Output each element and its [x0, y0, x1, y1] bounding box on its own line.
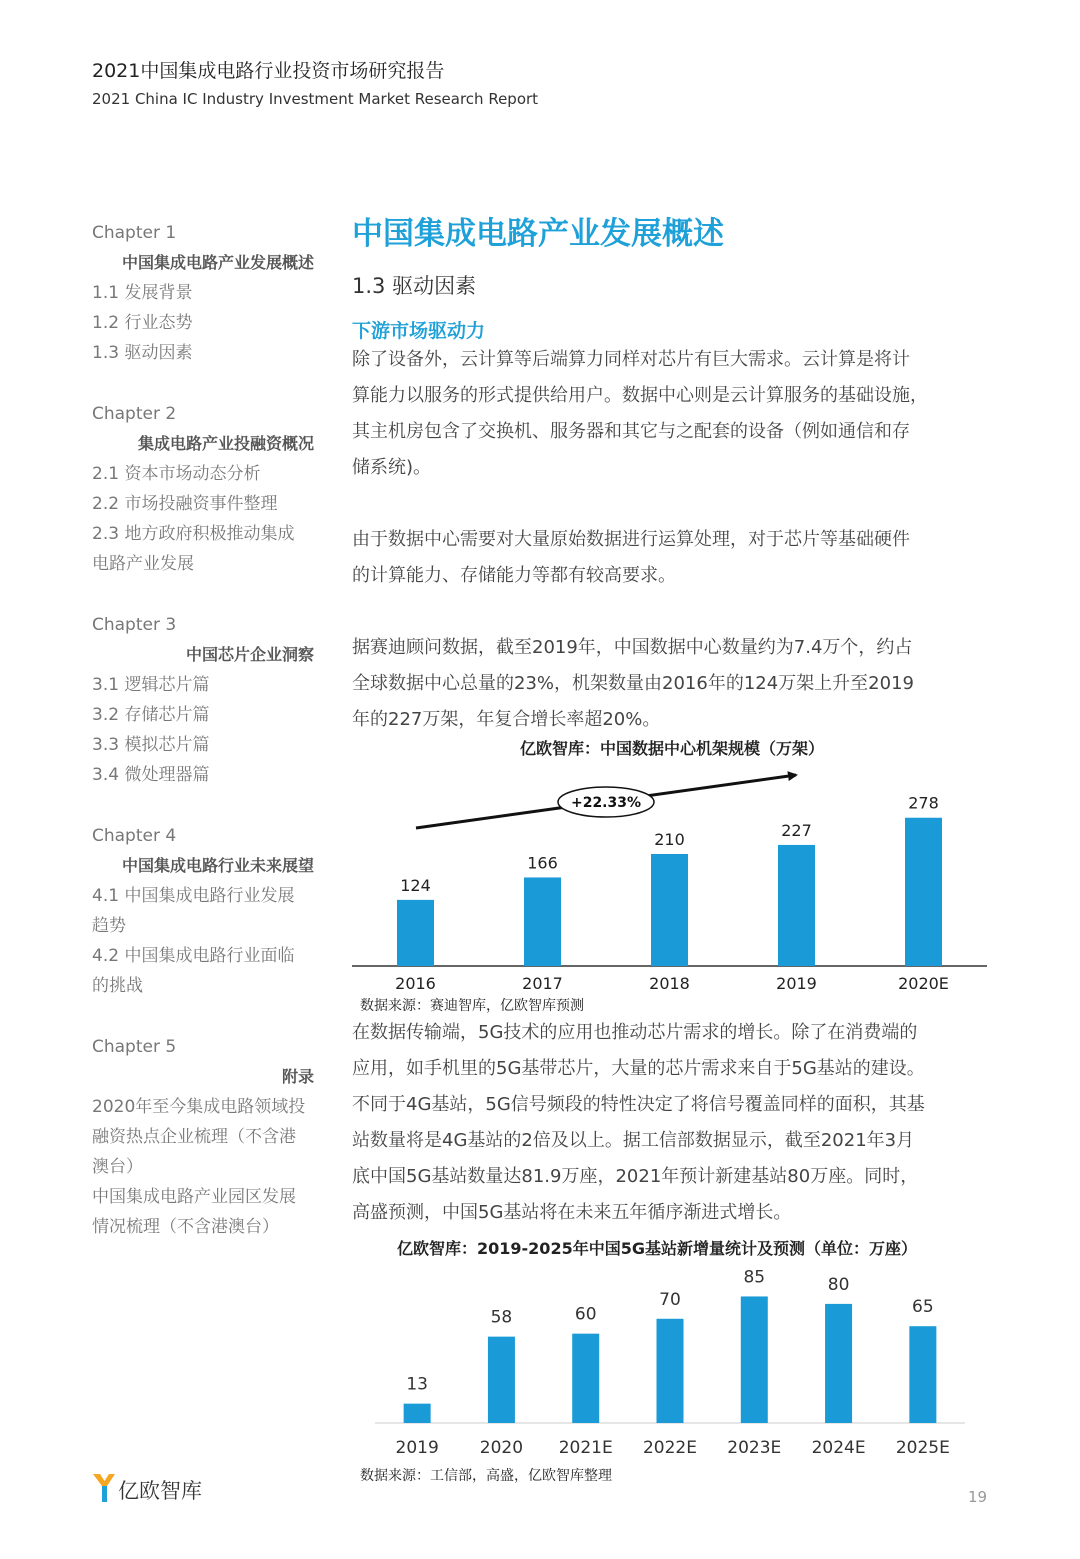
- toc-item[interactable]: 电路产业发展: [92, 554, 194, 574]
- report-title-en: 2021 China IC Industry Investment Market Research Report: [92, 90, 539, 108]
- toc-item[interactable]: 4.2 中国集成电路行业面临: [92, 946, 295, 966]
- value-label: 85: [743, 1267, 766, 1288]
- toc-item[interactable]: 3.1 逻辑芯片篇: [92, 675, 210, 695]
- value-label: 124: [400, 875, 431, 895]
- bar-2021E: [572, 1334, 599, 1423]
- chart1-title: 亿欧智库：中国数据中心机架规模（万架）: [519, 739, 824, 758]
- paragraph-5g: 在数据传输端，5G技术的应用也推动芯片需求的增长。除了在消费端的 应用，如手机里的5G基带芯片，大量的芯片需求来自于5G基站的建设。 不同于4G基站，5G信号频段的特性决定了将信号覆盖同样的面积，其基 站数量将是4G基站的2倍及以上。据工信部数据显示，截至2021年3月 底中国5G基站数量达81.9万座，2021年预计新建基站80万座。同时， 高盛预测，中国5G基站将在未来五年循序渐进式增长。: [352, 1022, 925, 1223]
- toc-item[interactable]: 情况梳理（不含港澳台）: [92, 1217, 279, 1237]
- table-of-contents: [92, 218, 314, 1242]
- value-label: 210: [654, 830, 685, 849]
- value-label: 278: [908, 793, 939, 813]
- toc-chapter-title[interactable]: 中国集成电路行业未来展望: [121, 856, 314, 875]
- toc-item[interactable]: 2.2 市场投融资事件整理: [92, 494, 278, 514]
- value-label: 58: [490, 1307, 513, 1328]
- toc-chapter-label[interactable]: Chapter 3: [92, 615, 177, 635]
- category-label: 2020: [479, 1438, 524, 1458]
- toc-chapter-title[interactable]: 集成电路产业投融资概况: [137, 434, 314, 453]
- toc-item[interactable]: 1.3 驱动因素: [92, 343, 193, 363]
- category-label: 2019: [395, 1438, 439, 1458]
- toc-chapter-title[interactable]: 中国集成电路产业发展概述: [121, 253, 314, 272]
- toc-chapter-title[interactable]: 中国芯片企业洞察: [185, 645, 314, 664]
- category-label: 2023E: [727, 1438, 782, 1458]
- bar-2018: [651, 854, 688, 966]
- value-label: 166: [527, 853, 558, 873]
- category-label: 2016: [395, 974, 436, 993]
- chart2-source: 数据来源：工信部，高盛，亿欧智库整理: [360, 1468, 612, 1484]
- report-title-cn: 2021中国集成电路行业投资市场研究报告: [92, 60, 445, 82]
- category-label: 2021E: [558, 1438, 613, 1458]
- toc-chapter-title[interactable]: 附录: [281, 1067, 314, 1086]
- toc-item[interactable]: 的挑战: [92, 976, 143, 996]
- paragraph-cloud-computing: 除了设备外，云计算等后端算力同样对芯片有巨大需求。云计算是将计 算能力以服务的形式提供给用户。数据中心则是云计算服务的基础设施， 其主机房包含了交换机、服务器和其它与之配套的设备（例如通信和存 储系统)。: [352, 349, 928, 478]
- toc-item[interactable]: 2020年至今集成电路领域投: [92, 1097, 306, 1117]
- rack-scale-chart: [352, 762, 992, 998]
- toc-chapter-label[interactable]: Chapter 5: [92, 1037, 177, 1057]
- bar-2025E: [909, 1326, 936, 1423]
- growth-label: +22.33%: [570, 795, 642, 811]
- toc-chapter-label[interactable]: Chapter 2: [92, 404, 177, 424]
- category-label: 2017: [522, 974, 563, 993]
- bar-2016: [397, 900, 434, 966]
- chart2-title: 亿欧智库：2019-2025年中国5G基站新增量统计及预测（单位：万座）: [397, 1239, 917, 1258]
- bar-2024E: [825, 1304, 852, 1423]
- bar-2023E: [741, 1296, 768, 1423]
- 5g-base-station-chart: [352, 1262, 992, 1464]
- value-label: 65: [912, 1297, 934, 1318]
- bar-2020: [488, 1337, 515, 1423]
- category-label: 2025E: [895, 1438, 950, 1458]
- toc-chapter-label[interactable]: Chapter 4: [92, 826, 177, 846]
- toc-item[interactable]: 2.3 地方政府积极推动集成: [92, 524, 295, 544]
- value-label: 13: [406, 1374, 428, 1395]
- page-number: 19: [968, 1488, 988, 1506]
- toc-item[interactable]: 1.1 发展背景: [92, 283, 193, 303]
- company-logo: [92, 1472, 202, 1506]
- toc-item[interactable]: 澳台）: [92, 1157, 143, 1177]
- logo-icon: [92, 1472, 116, 1504]
- paragraph-ccid-data: 据赛迪顾问数据，截至2019年，中国数据中心数量约为7.4万个，约占 全球数据中心总量的23%，机架数量由2016年的124万架上升至2019 年的227万架，年复合增长率超20%。: [352, 637, 914, 730]
- toc-chapter-label[interactable]: Chapter 1: [92, 223, 177, 243]
- value-label: 70: [659, 1289, 681, 1310]
- chart1-source: 数据来源：赛迪智库，亿欧智库预测: [360, 998, 584, 1014]
- toc-item[interactable]: 3.3 模拟芯片篇: [92, 735, 210, 755]
- bar-2019: [778, 845, 815, 966]
- category-label: 2019: [776, 974, 817, 993]
- toc-item[interactable]: 2.1 资本市场动态分析: [92, 464, 261, 484]
- value-label: 60: [574, 1304, 597, 1325]
- toc-item[interactable]: 1.2 行业态势: [92, 313, 193, 333]
- category-label: 2024E: [811, 1438, 866, 1458]
- bar-2017: [524, 877, 561, 966]
- bar-2022E: [657, 1319, 684, 1423]
- toc-item[interactable]: 3.2 存储芯片篇: [92, 705, 210, 725]
- paragraph-data-center: 由于数据中心需要对大量原始数据进行运算处理，对于芯片等基础硬件 的计算能力、存储能力等都有较高要求。: [352, 529, 910, 586]
- bar-2019: [404, 1404, 431, 1423]
- category-label: 2020E: [898, 974, 949, 993]
- toc-item[interactable]: 融资热点企业梳理（不含港: [92, 1127, 296, 1147]
- subsection-heading: 下游市场驱动力: [352, 320, 486, 342]
- toc-item[interactable]: 中国集成电路产业园区发展: [92, 1187, 296, 1207]
- toc-item[interactable]: 4.1 中国集成电路行业发展: [92, 886, 295, 906]
- logo-text: 亿欧智库: [118, 1479, 202, 1503]
- bar-2020E: [905, 818, 942, 966]
- category-label: 2022E: [642, 1438, 698, 1458]
- page-title: 中国集成电路产业发展概述: [352, 216, 724, 252]
- category-label: 2018: [649, 974, 690, 993]
- value-label: 80: [827, 1274, 850, 1295]
- toc-item[interactable]: 趋势: [92, 916, 126, 936]
- section-heading: 1.3 驱动因素: [352, 274, 477, 298]
- value-label: 227: [781, 820, 812, 840]
- toc-item[interactable]: 3.4 微处理器篇: [92, 765, 210, 785]
